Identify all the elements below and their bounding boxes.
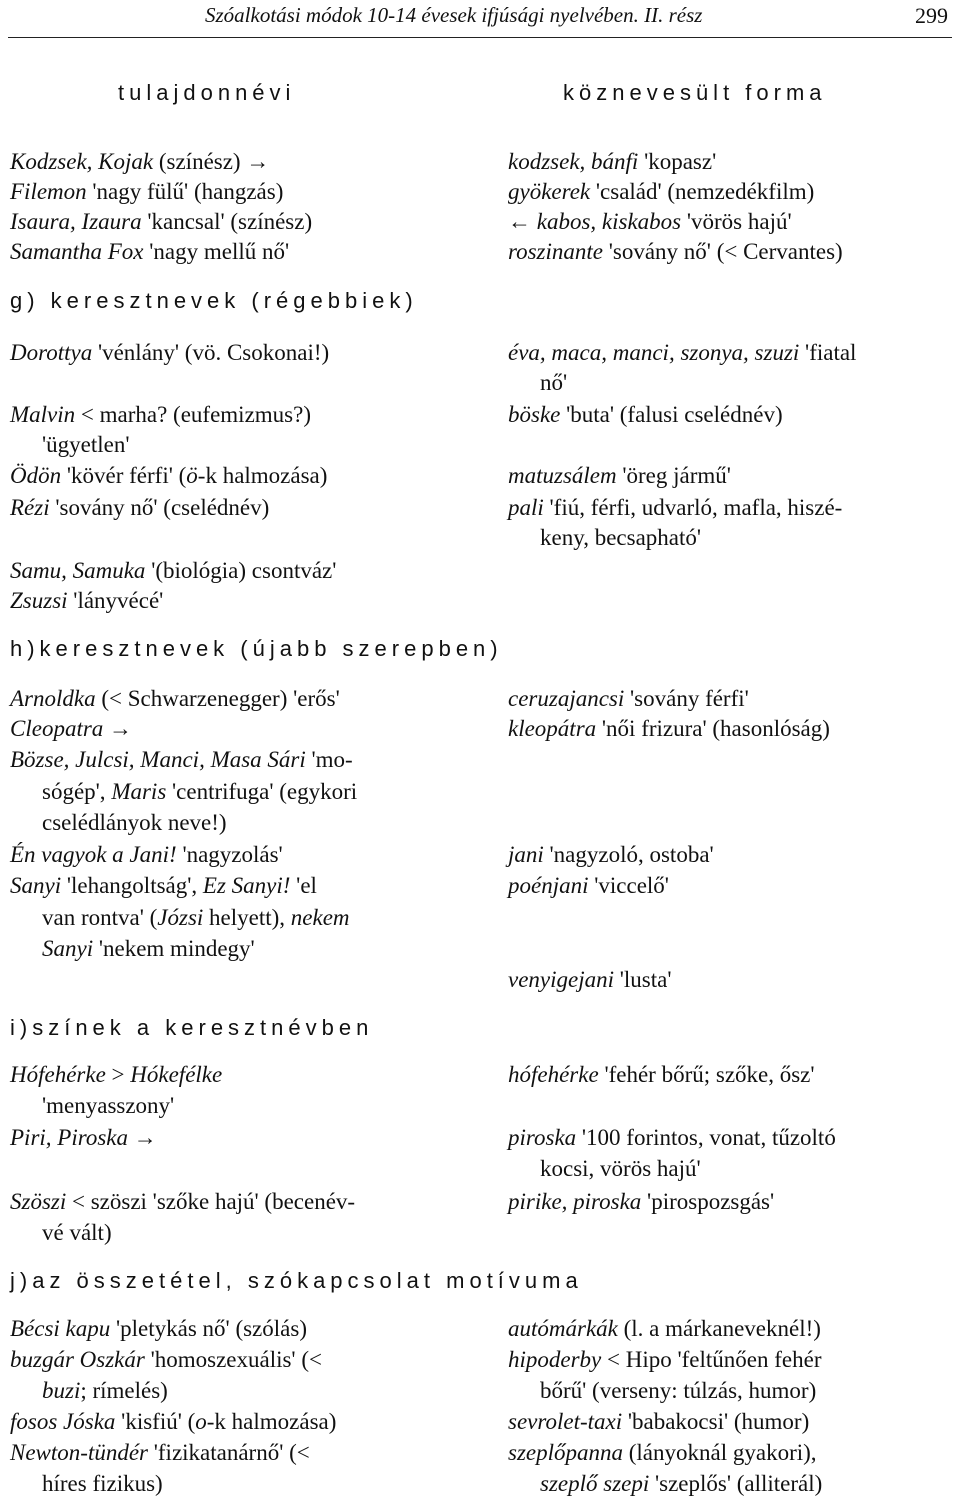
entry-line: fosos Jóska 'kisfiú' (o-k halmozása)	[10, 1409, 337, 1434]
entry-line: matuzsálem 'öreg jármű'	[508, 463, 731, 488]
column-header-right: köznevesült forma	[563, 80, 827, 105]
entry-line: venyigejani 'lusta'	[508, 967, 672, 992]
entry-line: szeplő szepi 'szeplős' (alliterál)	[540, 1471, 823, 1496]
section-heading-i: i)színek a keresztnévben	[10, 1015, 374, 1040]
entry-line: poénjani 'viccelő'	[508, 873, 669, 898]
entry-line: jani 'nagyzoló, ostoba'	[508, 842, 714, 867]
entry-line: kocsi, vörös hajú'	[540, 1156, 701, 1181]
entry-line: van rontva' (Józsi helyett), nekem	[42, 905, 350, 930]
entry-line: Bözse, Julcsi, Manci, Masa Sári 'mo-	[10, 747, 353, 772]
entry-line: szeplőpanna (lányoknál gyakori),	[508, 1440, 817, 1465]
entry-line: böske 'buta' (falusi cselédnév)	[508, 402, 783, 427]
entry-line: Filemon 'nagy fülű' (hangzás)	[10, 179, 284, 204]
entry-line: Rézi 'sovány nő' (cselédnév)	[10, 495, 270, 520]
entry-line: Samantha Fox 'nagy mellű nő'	[10, 239, 290, 264]
entry-line: Kodzsek, Kojak (színész) →	[10, 149, 270, 174]
entry-line: piroska '100 forintos, vonat, tűzoltó	[508, 1125, 836, 1150]
entry-line: Malvin < marha? (eufemizmus?)	[10, 402, 311, 427]
entry-line: hipoderby < Hipo 'feltűnően fehér	[508, 1347, 822, 1372]
entry-line: Bécsi kapu 'pletykás nő' (szólás)	[10, 1316, 307, 1341]
running-header	[0, 0, 960, 40]
entry-line: gyökerek 'család' (nemzedékfilm)	[508, 179, 815, 204]
entry-line: ceruzajancsi 'sovány férfi'	[508, 686, 749, 711]
entry-line: hófehérke 'fehér bőrű; szőke, ősz'	[508, 1062, 815, 1087]
entry-line: pirike, piroska 'pirospozsgás'	[508, 1189, 775, 1214]
entry-line: Isaura, Izaura 'kancsal' (színész)	[10, 209, 313, 234]
entry-line: Szöszi < szöszi 'szőke hajú' (becenév-	[10, 1189, 356, 1214]
entry-line: keny, becsapható'	[540, 525, 702, 550]
entry-line: Zsuzsi 'lányvécé'	[10, 588, 164, 613]
entry-line: Sanyi 'nekem mindegy'	[42, 936, 255, 961]
header-title: Szóalkotási módok 10-14 évesek ifjúsági nyelvében. II. rész	[205, 3, 703, 27]
entry-line: 'ügyetlen'	[42, 432, 130, 457]
entry-line: bőrű' (verseny: túlzás, humor)	[540, 1378, 817, 1403]
entry-line: éva, maca, manci, szonya, szuzi 'fiatal	[508, 340, 857, 365]
entry-line: Ödön 'kövér férfi' (ö-k halmozása)	[10, 463, 328, 488]
entry-line: Sanyi 'lehangoltság', Ez Sanyi! 'el	[10, 873, 317, 898]
entry-line: kleopátra 'női frizura' (hasonlóság)	[508, 716, 830, 741]
entry-line: pali 'fiú, férfi, udvarló, mafla, hiszé-	[508, 495, 843, 520]
entry-line: 'menyasszony'	[42, 1093, 175, 1118]
section-heading-h: h)keresztnevek (újabb szerepben)	[10, 636, 503, 661]
column-header-left: tulajdonnévi	[118, 80, 296, 105]
entry-line: Samu, Samuka '(biológia) csontváz'	[10, 558, 337, 583]
section-heading-j: j)az összetétel, szókapcsolat motívuma	[10, 1268, 583, 1293]
entry-line: Hófehérke > Hókefélke	[10, 1062, 223, 1087]
header-rule	[8, 37, 952, 38]
entry-line: híres fizikus)	[42, 1471, 163, 1496]
page-number: 299	[915, 3, 948, 28]
entry-line: sógép', Maris 'centrifuga' (egykori	[42, 779, 358, 804]
section-heading-g: g) keresztnevek (régebbiek)	[10, 288, 418, 313]
entry-line: ← kabos, kiskabos 'vörös hajú'	[508, 209, 792, 234]
entry-line: nő'	[540, 370, 568, 395]
entry-line: roszinante 'sovány nő' (< Cervantes)	[508, 239, 843, 264]
entry-line: sevrolet-taxi 'babakocsi' (humor)	[508, 1409, 810, 1434]
entry-line: autómárkák (l. a márkaneveknél!)	[508, 1316, 821, 1341]
entry-line: cselédlányok neve!)	[42, 810, 227, 835]
entry-line: Piri, Piroska →	[10, 1125, 157, 1150]
entry-line: Cleopatra →	[10, 716, 133, 741]
entry-line: Newton-tündér 'fizikatanárnő' (<	[10, 1440, 310, 1465]
entry-line: buzgár Oszkár 'homoszexuális' (<	[10, 1347, 322, 1372]
entry-line: vé vált)	[42, 1220, 112, 1245]
entry-line: kodzsek, bánfi 'kopasz'	[508, 149, 717, 174]
entry-line: buzi; rímelés)	[42, 1378, 168, 1403]
entry-line: Arnoldka (< Schwarzenegger) 'erős'	[10, 686, 340, 711]
entry-line: Dorottya 'vénlány' (vö. Csokonai!)	[10, 340, 330, 365]
entry-line: Én vagyok a Jani! 'nagyzolás'	[10, 842, 283, 867]
